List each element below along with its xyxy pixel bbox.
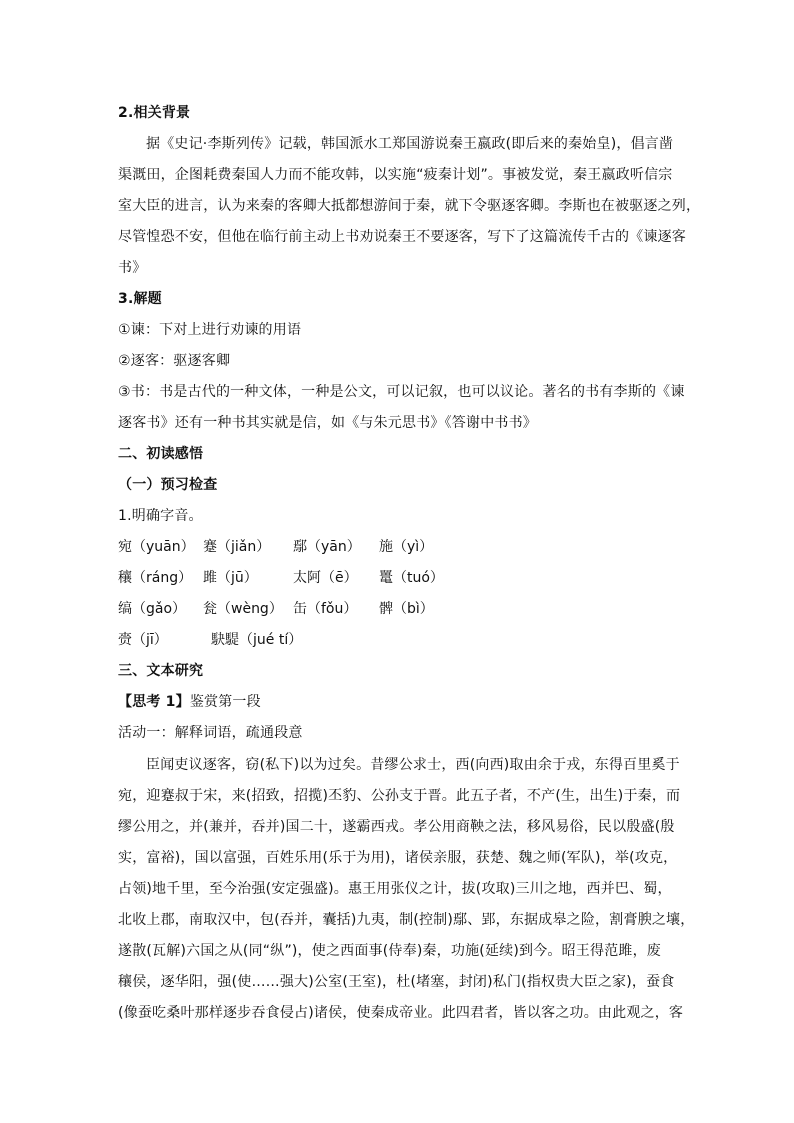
background-line: 尽管惶恐不安，但他在临行前主动上书劝说秦王不要逐客，写下了这篇流传千古的《谏逐客: [118, 229, 686, 245]
think-text: 鉴赏第一段: [189, 694, 261, 710]
task-label: 1.明确字音。: [118, 508, 203, 524]
background-line: 据《史记·李斯列传》记载，韩国派水工郑国游说秦王嬴政(即后来的秦始皇)，倡言凿: [146, 136, 674, 152]
text-line: 实，富裕)，国以富强，百姓乐用(乐于为用)，诸侯亲服，获楚、魏之师(军队)，举(攻克，: [118, 850, 678, 866]
pronunciation-item: 施（yì）: [379, 539, 434, 555]
background-line: 室大臣的进言，认为来秦的客卿大抵都想游间于秦，就下令驱逐客卿。李斯也在被驱逐之列，: [118, 198, 701, 214]
pronunciation-item: 蹇（jiǎn）: [203, 539, 271, 555]
text-line: 北收上郡，南取汉中，包(吞并，囊括)九夷，制(控制)鄢、郢，东据成皋之险，割膏腴之壤，: [118, 912, 695, 928]
pronunciation-item: 缶（fǒu）: [293, 601, 358, 617]
section-heading-background: 2.相关背景: [118, 105, 191, 121]
pronunciation-item: 瓮（wèng）: [203, 601, 283, 617]
pronunciation-item: 缟（gǎo）: [118, 601, 187, 617]
subheading-preview-check: （一）预习检查: [118, 477, 218, 493]
text-line: (像蚕吃桑叶那样逐步吞食侵占)诸侯，使秦成帝业。此四君者，皆以客之功。由此观之，客: [118, 1005, 684, 1021]
background-line: 书》: [118, 260, 147, 276]
explain-item: ①谏：下对上进行劝谏的用语: [118, 322, 302, 338]
activity-label: 活动一：解释词语，疏通段意: [118, 725, 303, 741]
text-line: 遂散(瓦解)六国之从(同“纵”)，使之西面事(侍奉)秦，功施(延续)到今。昭王得范雎，废: [118, 943, 661, 959]
text-line: 宛，迎蹇叔于宋，来(招致，招揽)丕豹、公孙支于晋。此五子者，不产(生，出生)于秦，而: [118, 788, 681, 804]
explain-item: ③书：书是古代的一种文体，一种是公文，可以记叙，也可以议论。著名的书有李斯的《谏: [118, 384, 685, 400]
think-label: 【思考 1】: [118, 694, 190, 710]
pronunciation-item: 太阿（ē）: [293, 570, 358, 586]
section-heading-reading: 二、初读感悟: [118, 446, 204, 462]
text-line: 臣闻吏议逐客，窃(私下)以为过矣。昔缪公求士，西(向西)取由余于戎，东得百里奚于: [146, 757, 680, 773]
pronunciation-item: 赍（jī）: [118, 632, 168, 648]
explain-item: 逐客书》还有一种书其实就是信，如《与朱元思书》《答谢中书书》: [118, 415, 537, 431]
think-heading: [118, 692, 261, 712]
pronunciation-item: 雎（jū）: [203, 570, 258, 586]
pronunciation-item: 鄢（yān）: [293, 539, 361, 555]
text-line: 穰侯，逐华阳，强(使……强大)公室(王室)，杜(堵塞，封闭)私门(指权贵大臣之家)，蚕食: [118, 974, 675, 990]
explain-item: ②逐客：驱逐客卿: [118, 353, 231, 369]
text-line: 占领)地千里，至今治强(安定强盛)。惠王用张仪之计，拔(攻取)三川之地，西并巴、蜀，: [118, 881, 672, 897]
pronunciation-item: 鼍（tuó）: [379, 570, 444, 586]
pronunciation-item: 駃騠（jué tí）: [211, 632, 303, 648]
pronunciation-item: 穰（ráng）: [118, 570, 193, 586]
pronunciation-item: 髀（bì）: [379, 601, 434, 617]
pronunciation-item: 宛（yuān）: [118, 539, 195, 555]
background-line: 渠溉田，企图耗费秦国人力而不能攻韩，以实施“疲秦计划”。事被发觉，秦王嬴政听信宗: [118, 167, 673, 183]
section-heading-study: 三、文本研究: [118, 663, 204, 679]
text-line: 缪公用之，并(兼并，吞并)国二十，遂霸西戎。孝公用商鞅之法，移风易俗，民以殷盛(殷: [118, 819, 675, 835]
section-heading-title-explain: 3.解题: [118, 291, 162, 307]
